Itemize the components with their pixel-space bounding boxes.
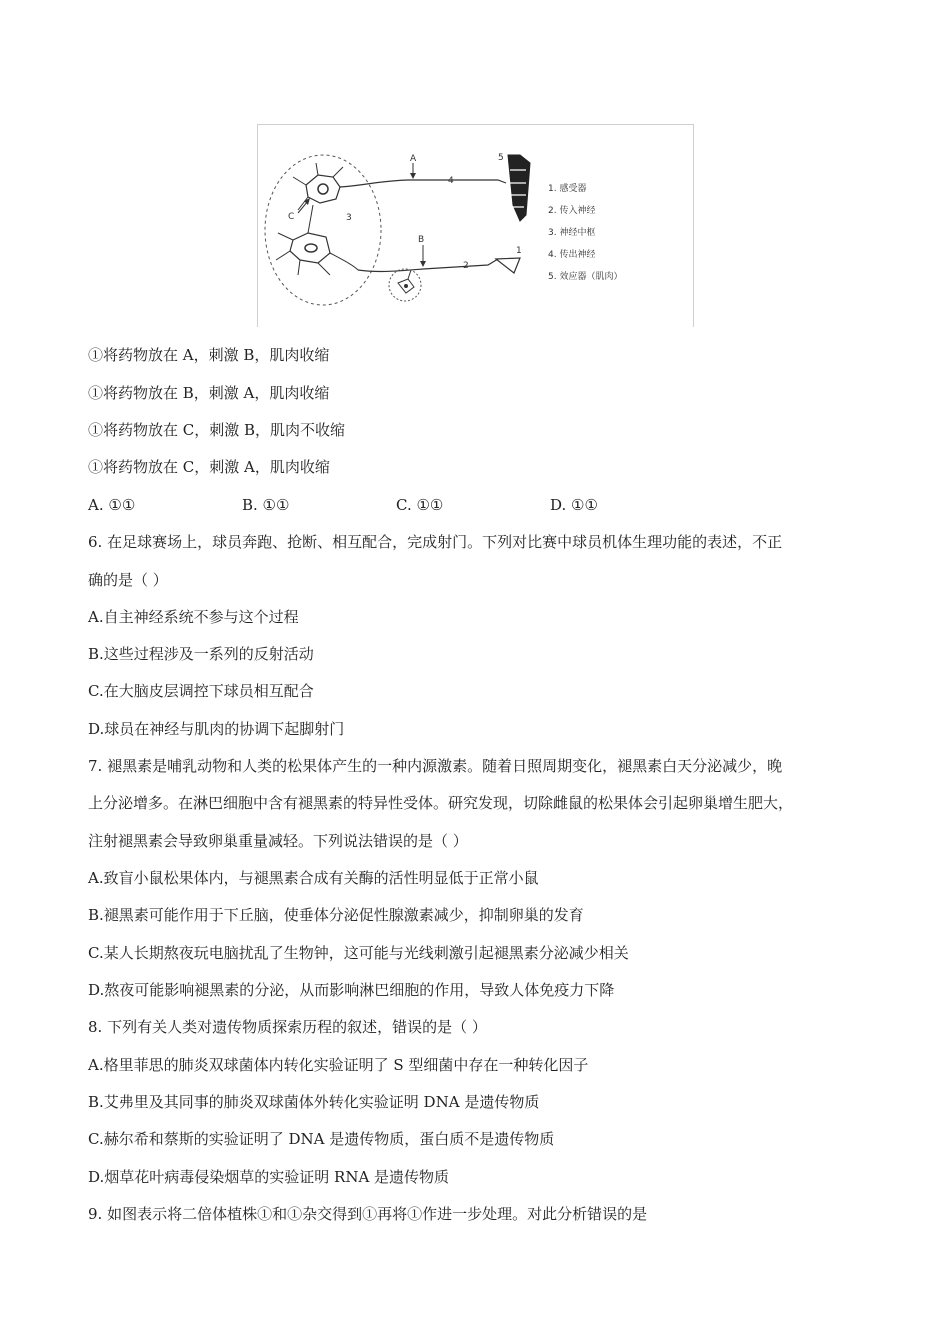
legend-item: 5. 效应器（肌肉） (548, 272, 623, 282)
statement-3: ①将药物放在 C，刺激 B，肌肉不收缩 (88, 421, 346, 439)
q7-option-d: D.熬夜可能影响褪黑素的分泌，从而影响淋巴细胞的作用，导致人体免疫力下降 (88, 981, 615, 999)
statement-1: ①将药物放在 A，刺激 B，肌肉收缩 (88, 346, 330, 364)
q8-option-b: B.艾弗里及其同事的肺炎双球菌体外转化实验证明 DNA 是遗传物质 (88, 1093, 540, 1111)
figure-legend (548, 182, 622, 282)
q7-stem-line3: 注射褪黑素会导致卵巢重量减轻。下列说法错误的是（ ） (88, 832, 468, 850)
lower-neuron-body (290, 233, 330, 263)
lower-neuron-nucleus (305, 244, 317, 252)
effector-muscle (508, 155, 530, 221)
reflex-arc-diagram (258, 125, 693, 327)
upper-neuron-nucleus (318, 184, 328, 194)
receptor-shape (496, 258, 520, 273)
q6-stem-line1: 6. 在足球赛场上，球员奔跑、抢断、相互配合，完成射门。下列对比赛中球员机体生理功能的表述，不正 (88, 533, 783, 551)
q8-option-a: A.格里菲思的肺炎双球菌体内转化实验证明了 S 型细菌中存在一种转化因子 (88, 1056, 589, 1074)
q6-stem-line2: 确的是（ ） (88, 571, 168, 589)
label-c: C (288, 212, 295, 222)
label-3: 3 (346, 213, 352, 223)
q7-stem-line1: 7. 褪黑素是哺乳动物和人类的松果体产生的一种内源激素。随着日照周期变化，褪黑素白天分泌减少，晚 (88, 757, 783, 775)
q7-stem-line2: 上分泌增多。在淋巴细胞中含有褪黑素的特异性受体。研究发现，切除雌鼠的松果体会引起卵巢增生肥大， (88, 794, 794, 812)
statement-4: ①将药物放在 C，刺激 A，肌肉收缩 (88, 458, 330, 476)
q6-option-d: D.球员在神经与肌肉的协调下起脚射门 (88, 720, 345, 738)
label-5: 5 (498, 153, 504, 163)
nerve-center-ellipse (265, 155, 381, 305)
q5-option-d: D. ①① (550, 496, 598, 514)
legend-item: 3. 神经中枢 (548, 228, 596, 238)
legend-item: 1. 感受器 (548, 184, 587, 194)
q8-option-d: D.烟草花叶病毒侵染烟草的实验证明 RNA 是遗传物质 (88, 1168, 450, 1186)
q9-stem: 9. 如图表示将二倍体植株①和①杂交得到①再将①作进一步处理。对此分析错误的是 (88, 1205, 648, 1223)
label-a: A (410, 154, 417, 164)
q8-stem: 8. 下列有关人类对遗传物质探索历程的叙述，错误的是（ ） (88, 1018, 487, 1036)
efferent-nerve-line (340, 180, 506, 187)
q5-option-a: A. ①① (88, 496, 136, 514)
label-1: 1 (516, 246, 522, 256)
q7-option-b: B.褪黑素可能作用于下丘脑，使垂体分泌促性腺激素减少，抑制卵巢的发育 (88, 906, 584, 924)
legend-item: 2. 传入神经 (548, 206, 596, 216)
q5-option-c: C. ①① (396, 496, 444, 514)
label-b: B (418, 235, 425, 245)
upper-neuron-body (306, 175, 340, 203)
q6-option-c: C.在大脑皮层调控下球员相互配合 (88, 682, 314, 700)
label-4: 4 (448, 176, 454, 186)
q6-option-a: A.自主神经系统不参与这个过程 (88, 608, 299, 626)
q7-option-c: C.某人长期熬夜玩电脑扰乱了生物钟，这可能与光线刺激引起褪黑素分泌减少相关 (88, 944, 629, 962)
legend-item: 4. 传出神经 (548, 250, 596, 260)
q8-option-c: C.赫尔希和蔡斯的实验证明了 DNA 是遗传物质，蛋白质不是遗传物质 (88, 1130, 555, 1148)
reflex-arc-figure (257, 124, 694, 327)
q7-option-a: A.致盲小鼠松果体内，与褪黑素合成有关酶的活性明显低于正常小鼠 (88, 869, 539, 887)
q5-option-b: B. ①① (242, 496, 290, 514)
label-2: 2 (463, 261, 469, 271)
statement-2: ①将药物放在 B，刺激 A，肌肉收缩 (88, 384, 330, 402)
afferent-nerve-line (358, 259, 498, 272)
q6-option-b: B.这些过程涉及一系列的反射活动 (88, 645, 314, 663)
